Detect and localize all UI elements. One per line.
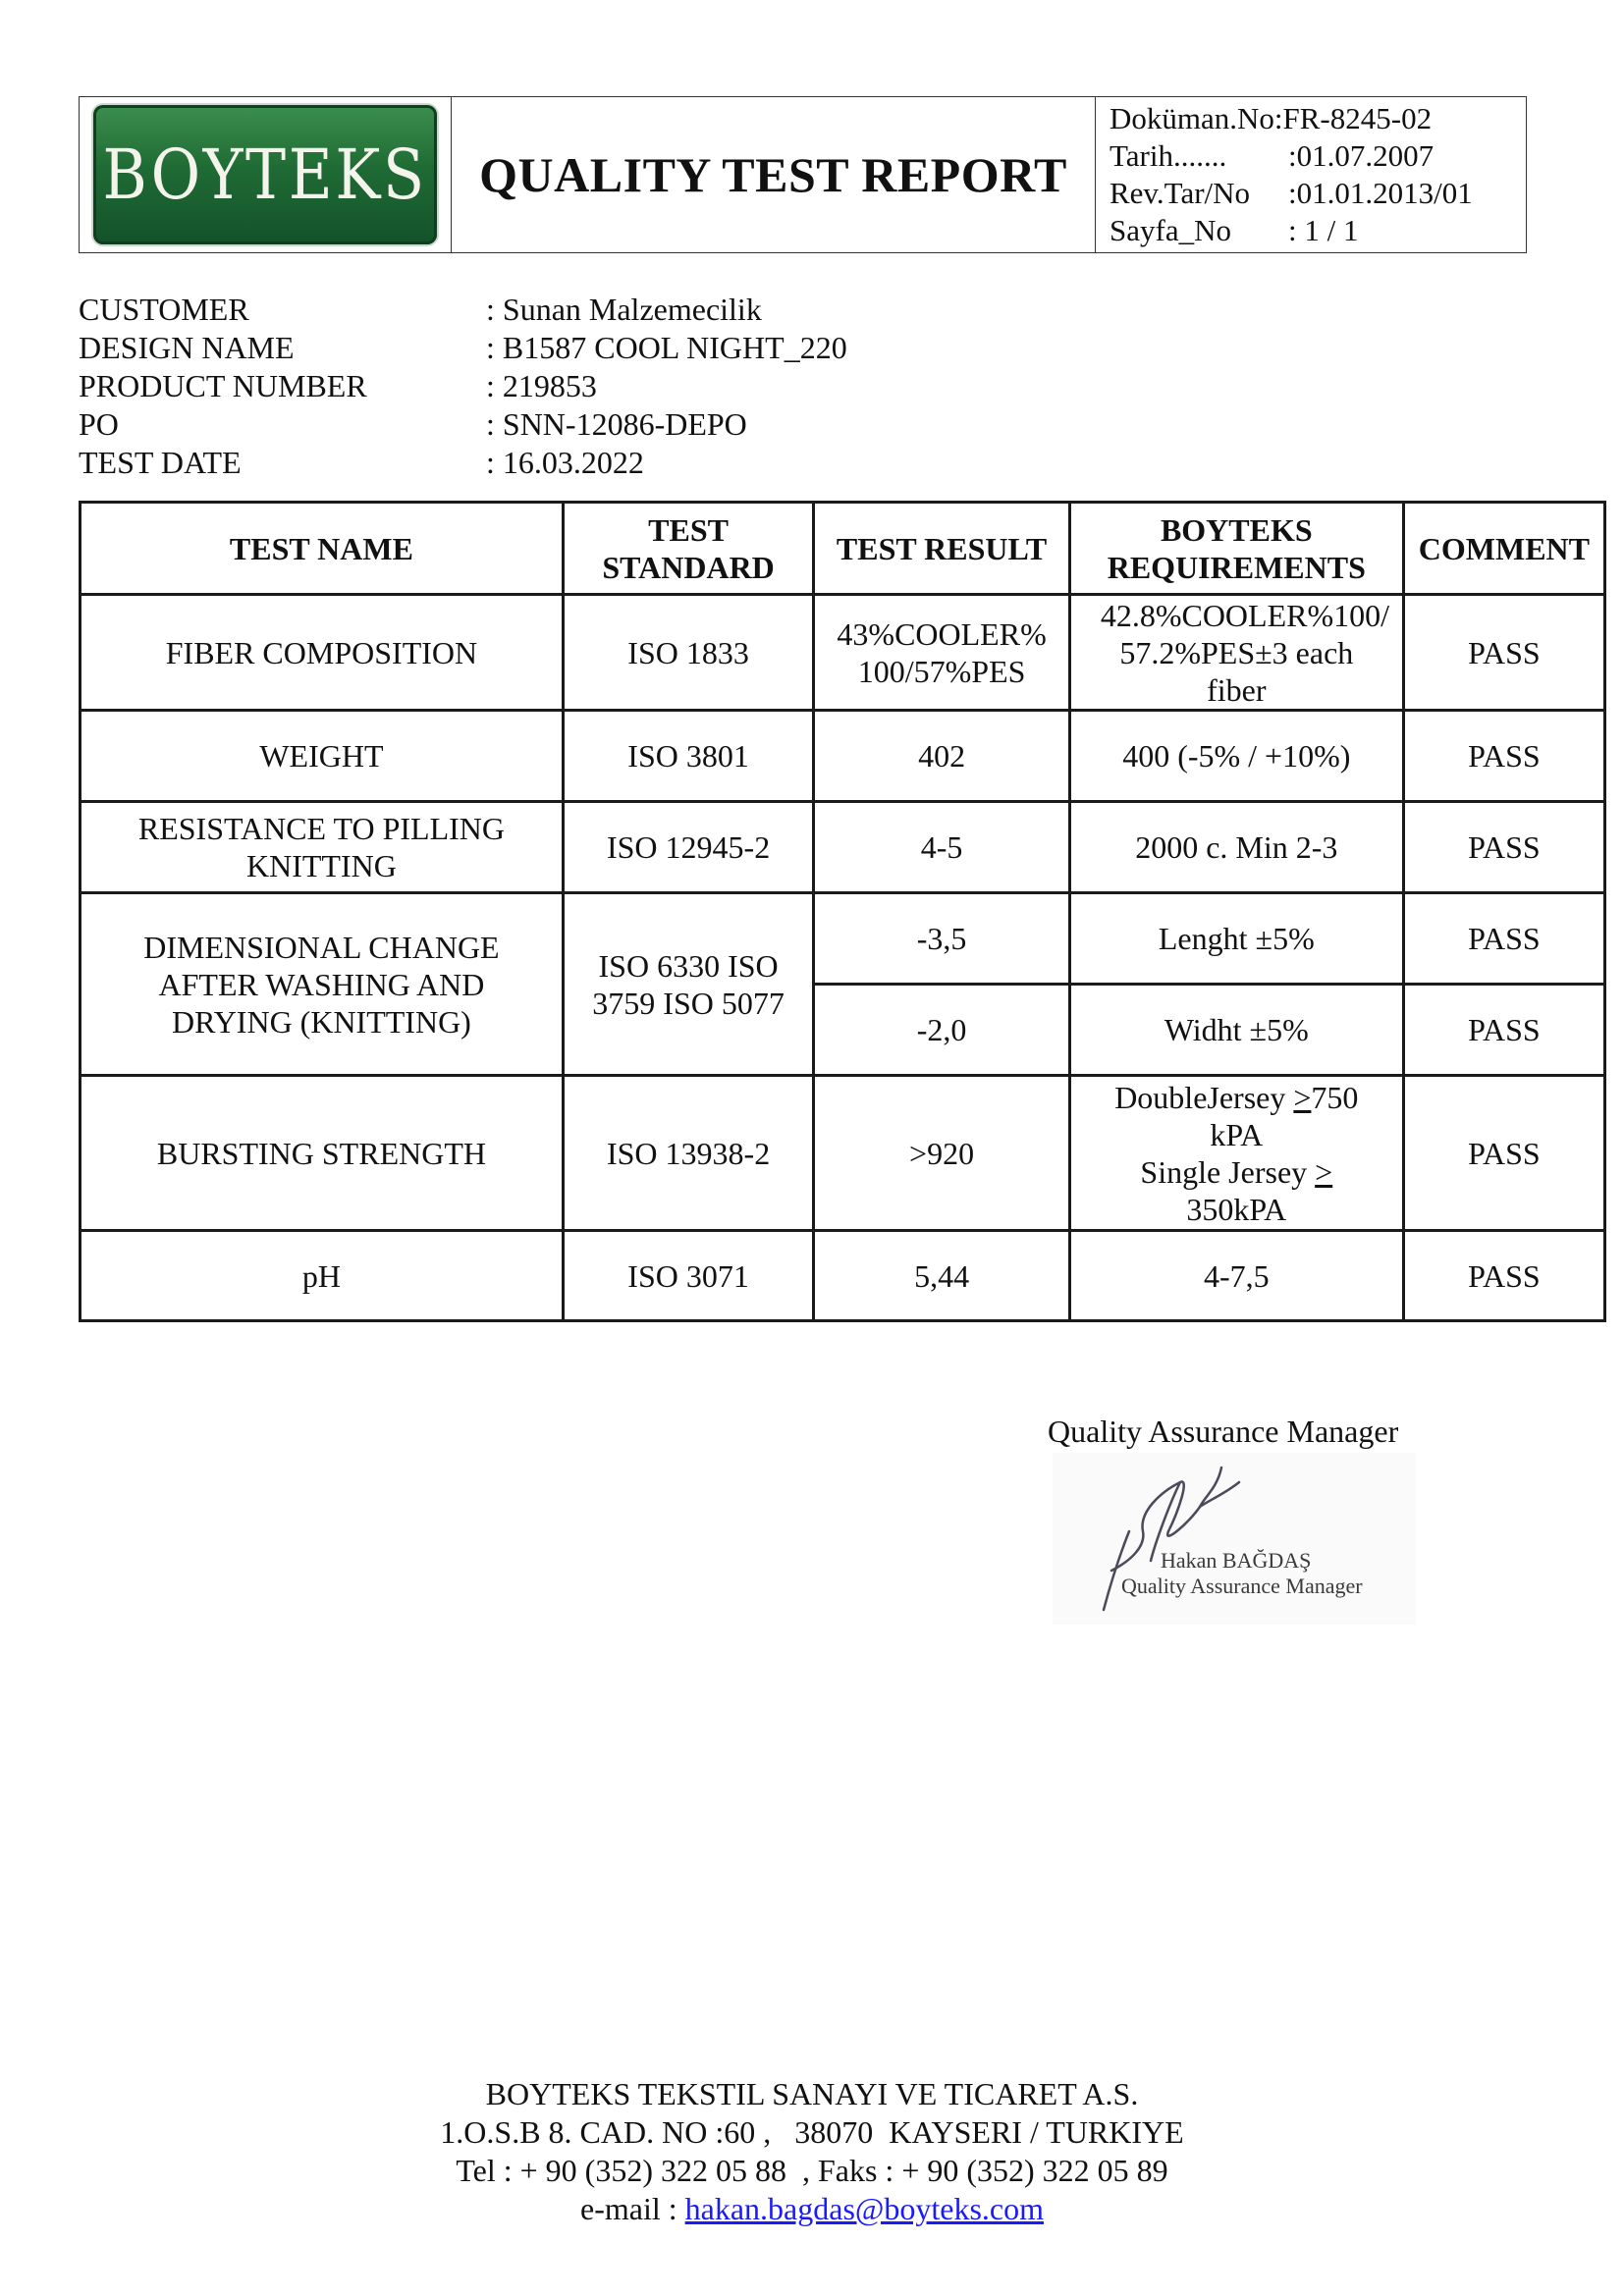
meta-row-date [1110, 137, 1526, 175]
info-label: TEST DATE [79, 445, 242, 480]
header-comment: COMMENT [1403, 503, 1604, 595]
cell-comment: PASS [1403, 595, 1604, 711]
cell-test-name: WEIGHT [81, 711, 564, 802]
test-results-table [79, 501, 1606, 1322]
cell-comment: PASS [1403, 802, 1604, 893]
report-header [79, 96, 1527, 253]
info-row-design-name [79, 329, 847, 367]
table-row-fiber [81, 595, 1605, 711]
info-row-po [79, 405, 847, 444]
cell-result: 402 [814, 711, 1070, 802]
info-value: : SNN-12086-DEPO [486, 406, 747, 442]
cell-standard: ISO 12945-2 [563, 802, 813, 893]
meta-row-page [1110, 212, 1526, 249]
header-test-standard: TEST STANDARD [563, 503, 813, 595]
footer-address: 1.O.S.B 8. CAD. NO :60 , 38070 KAYSERI / TURKIYE [440, 2114, 1184, 2150]
meta-page-label: Sayfa_No [1110, 213, 1231, 247]
header-test-result: TEST RESULT [814, 503, 1070, 595]
req-symbol: > [1315, 1153, 1333, 1190]
cell-test-name: DIMENSIONAL CHANGE AFTER WASHING AND DRYING (KNITTING) [81, 893, 564, 1076]
meta-row-doc-no [1110, 100, 1526, 137]
cell-requirement [1069, 1076, 1403, 1231]
footer-email-line [0, 2190, 1624, 2228]
cell-requirement-width: Widht ±5% [1069, 985, 1403, 1076]
qa-manager-title: Quality Assurance Manager [1048, 1414, 1399, 1449]
info-value: : B1587 COOL NIGHT_220 [486, 330, 847, 365]
boyteks-logo [93, 105, 437, 244]
info-value: : 219853 [486, 368, 597, 403]
meta-row-rev [1110, 175, 1526, 212]
cell-comment: PASS [1403, 1231, 1604, 1321]
cell-standard: ISO 1833 [563, 595, 813, 711]
meta-page-value: : 1 / 1 [1288, 213, 1359, 247]
table-row-dimensional [81, 893, 1605, 985]
cell-result-length: -3,5 [814, 893, 1070, 985]
info-label: PRODUCT NUMBER [79, 368, 367, 403]
meta-rev-value: :01.01.2013/01 [1288, 176, 1473, 210]
cell-result: 4-5 [814, 802, 1070, 893]
table-row-ph [81, 1231, 1605, 1321]
cell-test-name: BURSTING STRENGTH [81, 1076, 564, 1231]
header-test-name: TEST NAME [81, 503, 564, 595]
info-label: CUSTOMER [79, 292, 249, 327]
info-label: PO [79, 406, 119, 442]
footer-email-label: e-mail : [580, 2191, 685, 2226]
meta-rev-label: Rev.Tar/No [1110, 176, 1251, 210]
cell-result: >920 [814, 1076, 1070, 1231]
cell-comment: PASS [1403, 1076, 1604, 1231]
meta-date-label: Tarih....... [1110, 138, 1227, 173]
signature-stamp [1053, 1453, 1416, 1625]
table-row-weight [81, 711, 1605, 802]
cell-test-name: pH [81, 1231, 564, 1321]
req-double-jersey [1077, 1079, 1396, 1116]
customer-info [79, 291, 847, 482]
cell-comment: PASS [1403, 893, 1604, 985]
req-single-value: 350kPA [1186, 1191, 1287, 1227]
signature-name: Hakan BAĞDAŞ [1161, 1548, 1312, 1573]
info-row-product-number [79, 367, 847, 405]
header-requirements: BOYTEKS REQUIREMENTS [1069, 503, 1403, 595]
cell-standard: ISO 6330 ISO 3759 ISO 5077 [563, 893, 813, 1076]
table-header-row [81, 503, 1605, 595]
cell-requirement: 42.8%COOLER%100/ 57.2%PES±3 each fiber [1069, 595, 1403, 711]
logo-text: BOYTEKS [102, 134, 428, 215]
meta-doc-no: Doküman.No:FR-8245-02 [1110, 101, 1433, 135]
report-title: QUALITY TEST REPORT [479, 147, 1067, 202]
req-symbol: > [1293, 1079, 1312, 1115]
req-text: Single Jersey [1140, 1153, 1316, 1190]
cell-standard: ISO 3071 [563, 1231, 813, 1321]
title-cell [452, 97, 1096, 252]
footer-phone: Tel : + 90 (352) 322 05 88 , Faks : + 90 (352) 322 05 89 [456, 2153, 1168, 2188]
cell-requirement: 2000 c. Min 2-3 [1069, 802, 1403, 893]
info-row-test-date [79, 444, 847, 482]
info-value: : Sunan Malzemecilik [486, 292, 762, 327]
cell-comment: PASS [1403, 985, 1604, 1076]
req-unit: kPA [1210, 1116, 1264, 1152]
info-row-customer [79, 291, 847, 329]
logo-cell [80, 97, 452, 252]
req-single-jersey [1077, 1153, 1396, 1191]
meta-date-value: :01.07.2007 [1288, 138, 1435, 173]
cell-comment: PASS [1403, 711, 1604, 802]
req-text: DoubleJersey [1114, 1079, 1294, 1115]
cell-result: 43%COOLER% 100/57%PES [814, 595, 1070, 711]
footer-company: BOYTEKS TEKSTIL SANAYI VE TICARET A.S. [485, 2076, 1139, 2111]
footer-email-link[interactable]: hakan.bagdas@boyteks.com [684, 2191, 1044, 2226]
info-label: DESIGN NAME [79, 330, 295, 365]
cell-requirement: 400 (-5% / +10%) [1069, 711, 1403, 802]
req-text: 750 [1311, 1079, 1359, 1115]
cell-result: 5,44 [814, 1231, 1070, 1321]
cell-test-name: FIBER COMPOSITION [81, 595, 564, 711]
cell-standard: ISO 13938-2 [563, 1076, 813, 1231]
company-footer [0, 2075, 1624, 2228]
cell-test-name: RESISTANCE TO PILLING KNITTING [81, 802, 564, 893]
signature-role: Quality Assurance Manager [1121, 1574, 1363, 1598]
cell-requirement: 4-7,5 [1069, 1231, 1403, 1321]
table-row-pilling [81, 802, 1605, 893]
cell-result-width: -2,0 [814, 985, 1070, 1076]
cell-standard: ISO 3801 [563, 711, 813, 802]
document-meta [1096, 97, 1526, 252]
info-value: : 16.03.2022 [486, 445, 644, 480]
table-row-bursting [81, 1076, 1605, 1231]
cell-requirement-length: Lenght ±5% [1069, 893, 1403, 985]
